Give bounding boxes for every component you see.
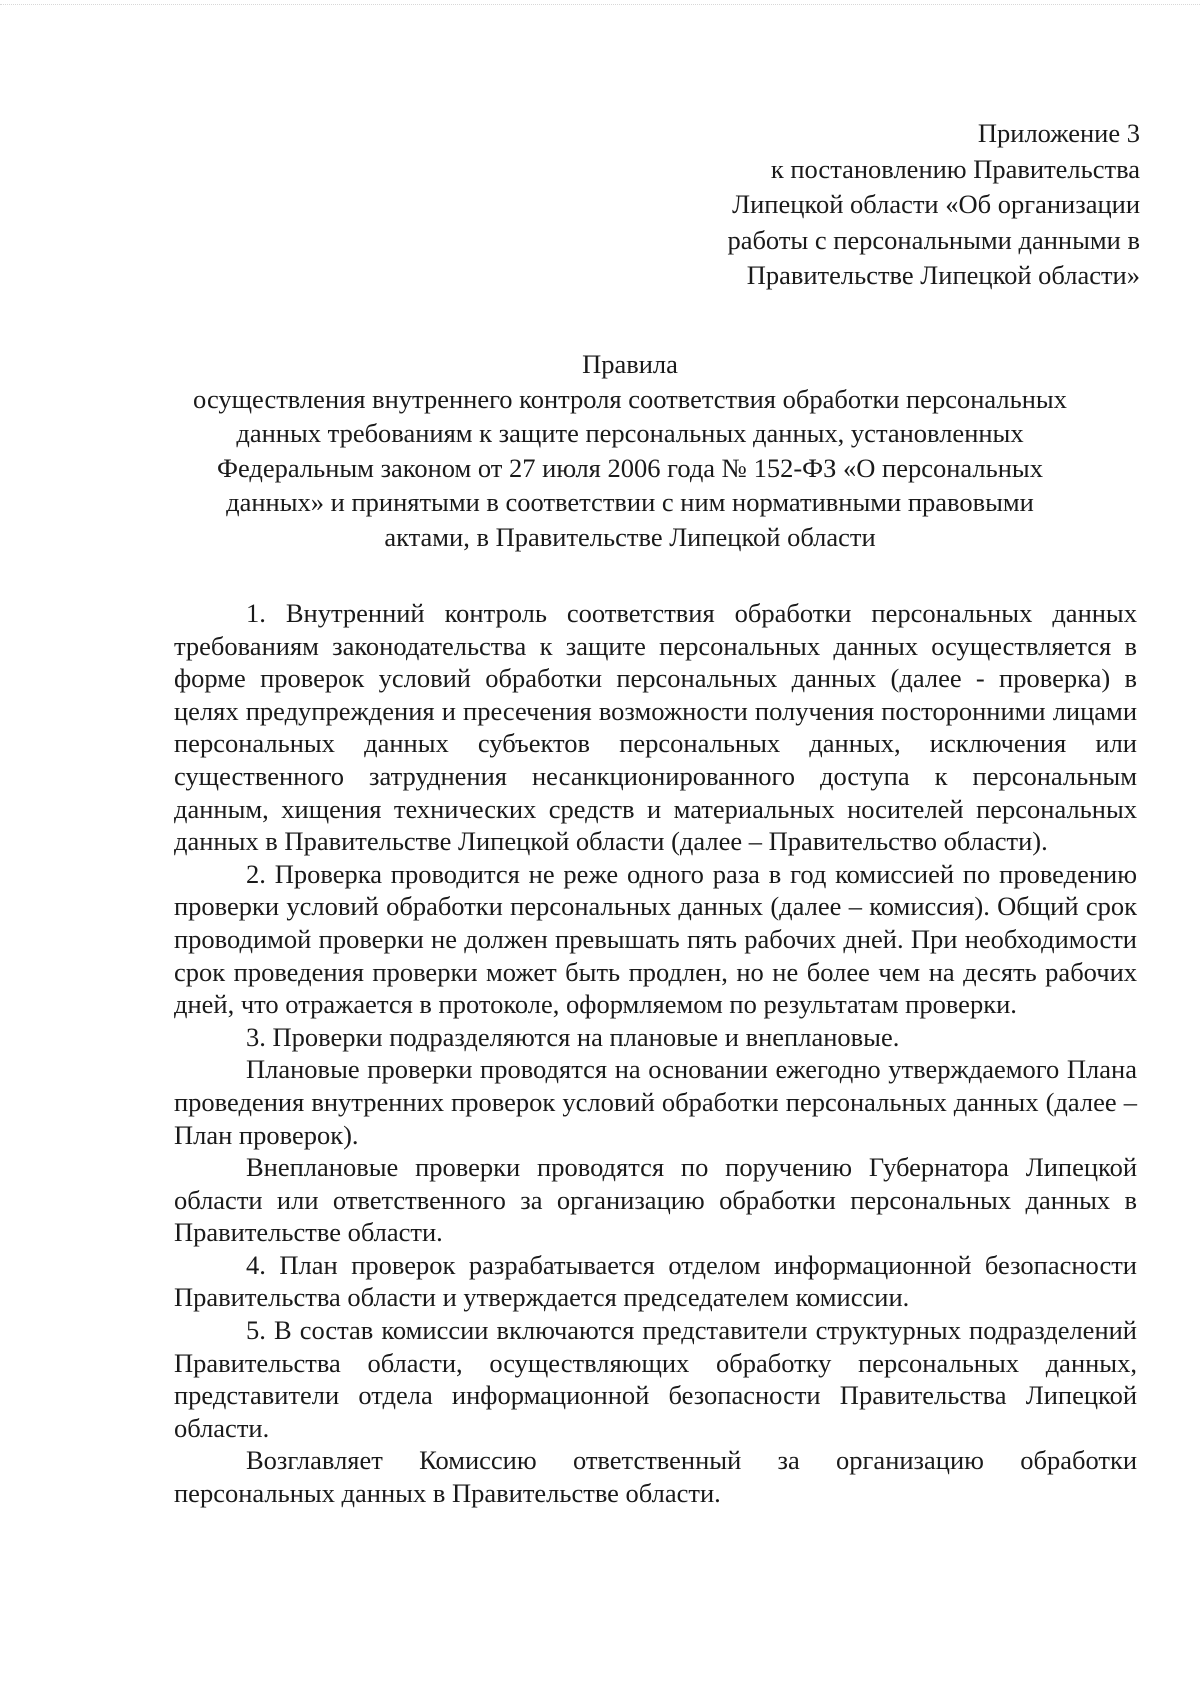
document-title bbox=[150, 347, 1110, 554]
paragraph-3-planned: Плановые проверки проводятся на основании ежегодно утверждаемого Плана проведения внутренних проверок условий обработки персональных данных (далее – План проверок). bbox=[174, 1054, 1137, 1150]
title-line: данных требованиям к защите персональных данных, установленных bbox=[236, 418, 1024, 448]
paragraph-5: 5. В состав комиссии включаются представители структурных подразделений Правительства области, осуществляющих обработку персональных данных, представители отдела информационной безопасности Правительства Липецкой области. bbox=[174, 1315, 1137, 1443]
annex-line: Липецкой области «Об организации bbox=[732, 189, 1140, 219]
paragraph-3: 3. Проверки подразделяются на плановые и внеплановые. bbox=[246, 1021, 900, 1052]
title-line: Федеральным законом от 27 июля 2006 года № 152-ФЗ «О персональных bbox=[217, 452, 1043, 483]
paragraph-4: 4. План проверок разрабатывается отделом информационной безопасности Правительства области и утверждается председателем комиссии. bbox=[174, 1249, 1137, 1313]
title-line: данных» и принятыми в соответствии с ним нормативными правовыми bbox=[226, 487, 1034, 517]
annex-line: работы с персональными данными в bbox=[727, 224, 1140, 255]
document-body bbox=[174, 597, 1137, 1510]
paragraph-5-head: Возглавляет Комиссию ответственный за организацию обработки персональных данных в Правительстве области. bbox=[174, 1445, 1137, 1509]
title-heading: Правила bbox=[582, 349, 678, 379]
scan-edge-line bbox=[0, 4, 1200, 5]
paragraph-1: 1. Внутренний контроль соответствия обработки персональных данных требованиям законодательства к защите персональных данных осуществляется в форме проверок условий обработки персональных данных (далее - проверка) в целях предупреждения и пресечения возможности получения посторонними лицами персональных данных субъектов персональных данных, исключения или существенного затруднения несанкционированного доступа к персональным данным, хищения технических средств и материальных носителей персональных данных в Правительстве Липецкой области (далее – Правительство области). bbox=[174, 598, 1137, 857]
annex-header bbox=[580, 116, 1140, 294]
annex-line: к постановлению Правительства bbox=[770, 153, 1140, 184]
paragraph-2: 2. Проверка проводится не реже одного раза в год комиссией по проведению проверки условий обработки персональных данных (далее – комиссия). Общий срок проводимой проверки не должен превышать пять рабочих дней. При необходимости срок проведения проверки может быть продлен, но не более чем на десять рабочих дней, что отражается в протоколе, оформляемом по результатам проверки. bbox=[174, 858, 1137, 1020]
title-line: осуществления внутреннего контроля соответствия обработки персональных bbox=[193, 383, 1067, 414]
annex-line: Приложение 3 bbox=[977, 118, 1140, 148]
annex-line: Правительстве Липецкой области» bbox=[746, 260, 1140, 290]
paragraph-3-unplanned: Внеплановые проверки проводятся по поручению Губернатора Липецкой области или ответственного за организацию обработки персональных данных в Правительстве области. bbox=[174, 1152, 1137, 1248]
title-line: актами, в Правительстве Липецкой области bbox=[384, 521, 876, 552]
